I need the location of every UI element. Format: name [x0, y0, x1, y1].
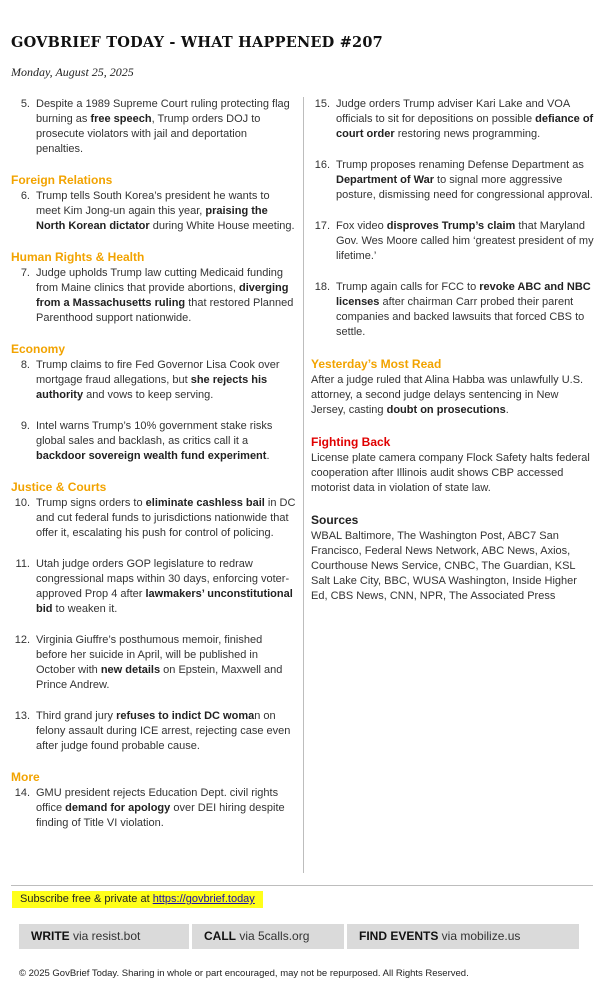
copyright-footer: © 2025 GovBrief Today. Sharing in whole or part encouraged, may not be repurposed. All Rights Reserved. — [19, 968, 469, 979]
item-emphasis: Department of War — [336, 174, 434, 186]
item-text: Fox video — [336, 220, 387, 232]
news-item-8 — [11, 358, 296, 403]
item-text: to weaken it. — [52, 603, 118, 615]
action-text: via 5calls.org — [236, 929, 310, 943]
call-action-button[interactable] — [192, 924, 344, 949]
item-number: 7. — [20, 267, 30, 279]
right-column — [311, 97, 595, 604]
subscribe-text: Subscribe free & private at — [20, 893, 153, 905]
item-number: 10. — [14, 497, 30, 509]
masthead — [11, 34, 601, 80]
action-text: via resist.bot — [69, 929, 141, 943]
item-text: Trump tells South Korea’s president he wants to meet Kim Jong-un again this year, — [36, 190, 270, 217]
item-text: Utah judge orders GOP legislature to redraw congressional maps within 30 days, enforcing voter-approved Prop 4 after — [36, 558, 290, 600]
item-number: 18. — [314, 281, 330, 293]
item-text: Trump claims to fire Fed Governor Lisa Cook over mortgage fraud allegations, but — [36, 359, 280, 386]
paragraph-text: After a judge ruled that Alina Habba was unlawfully U.S. attorney, a second judge delays sentencing in New Jersey, casting — [311, 374, 584, 416]
item-number: 15. — [314, 98, 330, 110]
issue-date: Monday, August 25, 2025 — [11, 65, 134, 79]
paragraph-text: . — [505, 404, 509, 416]
item-text: and vows to keep serving. — [83, 389, 214, 401]
item-text: n on felony assault during ICE arrest, rejecting case even after judge found probable cause. — [36, 710, 291, 752]
item-text: Third grand jury — [36, 710, 117, 722]
item-number: 8. — [20, 359, 30, 371]
item-text: during White House meeting. — [149, 220, 295, 232]
item-number: 12. — [14, 634, 30, 646]
news-item-7 — [11, 266, 296, 326]
news-item-16 — [311, 158, 595, 203]
find-events-action-button[interactable] — [347, 924, 579, 949]
item-emphasis: lawmakers’ unconstitutional bid — [36, 588, 293, 615]
item-number: 5. — [20, 98, 30, 110]
item-number: 16. — [314, 159, 330, 171]
news-item-5 — [11, 97, 296, 157]
item-emphasis: defiance of court order — [336, 113, 594, 140]
sources-list: WBAL Baltimore, The Washington Post, ABC7 San Francisco, Federal News Network, ABC News, Axios, Courthouse News Service, CNBC, The Guardian, KSL Salt Lake City, BBC, WUSA Washington, Inside Higher Ed, CBS News, CNN, NPR, The Associated Press — [311, 530, 577, 602]
item-number: 13. — [14, 710, 30, 722]
item-text: in DC and cut federal funds to jurisdictions nationwide that offer it, escalating his push for control of policing. — [36, 497, 296, 539]
paragraph-emphasis: doubt on prosecutions — [386, 404, 506, 416]
news-item-10 — [11, 496, 296, 541]
item-emphasis: revoke ABC and NBC licenses — [336, 281, 591, 308]
news-item-6 — [11, 189, 296, 234]
action-text: via mobilize.us — [438, 929, 521, 943]
item-text: that Maryland Gov. Wes Moore called him ‘greatest president of my lifetime.’ — [336, 220, 594, 262]
subscribe-link[interactable]: https://govbrief.today — [152, 893, 255, 905]
section-heading-economy: Economy — [11, 342, 66, 356]
item-number: 6. — [20, 190, 30, 202]
item-text: Judge orders Trump adviser Kari Lake and VOA officials to sit for depositions on possible — [336, 98, 570, 125]
news-item-13 — [11, 709, 296, 754]
news-item-17 — [311, 219, 595, 264]
subscribe-banner — [12, 891, 263, 908]
item-emphasis: refuses to indict DC woma — [116, 710, 255, 722]
item-number: 17. — [314, 220, 330, 232]
item-emphasis: praising the North Korean dictator — [36, 205, 268, 232]
item-text: Judge upholds Trump law cutting Medicaid funding from Maine clinics that provide abortions, — [36, 267, 284, 294]
item-text: Despite a 1989 Supreme Court ruling protecting flag burning as — [36, 98, 290, 125]
item-text: Virginia Giuffre’s posthumous memoir, finished before her suicide in April, will be published in October with — [36, 634, 263, 676]
news-item-9 — [11, 419, 296, 464]
most-read-paragraph — [311, 373, 595, 418]
news-item-14 — [11, 786, 296, 831]
item-number: 9. — [20, 420, 30, 432]
section-heading-sources: Sources — [311, 513, 359, 527]
action-key: FIND EVENTS — [359, 929, 439, 943]
item-emphasis: diverging from a Massachusetts ruling — [36, 282, 289, 309]
item-text: Trump proposes renaming Defense Department as — [336, 159, 584, 171]
item-number: 14. — [14, 787, 30, 799]
news-item-11 — [11, 557, 296, 617]
item-emphasis: she rejects his authority — [36, 374, 268, 401]
item-text: Trump signs orders to — [36, 497, 146, 509]
item-text: to signal more aggressive posture, dismissing need for congressional approval. — [336, 174, 593, 201]
item-text: Intel warns Trump’s 10% government stake risks global sales and backlash, as critics call it a — [36, 420, 273, 447]
item-text: restoring news programming. — [394, 128, 541, 140]
item-emphasis: new details — [100, 664, 161, 676]
section-heading-fighting-back: Fighting Back — [311, 435, 391, 449]
item-number: 11. — [15, 558, 30, 570]
write-action-button[interactable] — [19, 924, 189, 949]
item-emphasis: backdoor sovereign wealth fund experiment — [36, 450, 267, 462]
section-heading-more: More — [11, 770, 40, 784]
fighting-back-paragraph: License plate camera company Flock Safety halts federal cooperation after Illinois audit shows CBP accessed motorist data in violation of state law. — [311, 452, 590, 494]
column-divider — [303, 97, 304, 873]
footer-rule — [11, 885, 593, 886]
item-text: , Trump orders DOJ to prosecute violators with jail and deportation penalties. — [36, 113, 261, 155]
action-bar — [19, 924, 579, 949]
item-emphasis: demand for apology — [65, 802, 171, 814]
item-text: . — [266, 450, 270, 462]
item-text: GMU president rejects Education Dept. civil rights office — [36, 787, 279, 814]
section-heading-foreign-relations: Foreign Relations — [11, 173, 113, 187]
item-emphasis: eliminate cashless bail — [145, 497, 265, 509]
item-text: that restored Planned Parenthood support nationwide. — [36, 297, 294, 324]
item-text: on Epstein, Maxwell and Prince Andrew. — [36, 664, 283, 691]
section-heading-human-rights-health: Human Rights & Health — [11, 250, 145, 264]
item-text: after chairman Carr probed their parent companies and backed lawsuits that forced CBS to settle. — [336, 296, 585, 338]
news-item-12 — [11, 633, 296, 693]
section-heading-most-read: Yesterday’s Most Read — [311, 357, 442, 371]
item-emphasis: disproves Trump’s claim — [386, 220, 516, 232]
item-text: over DEI hiring despite finding of Title VI violation. — [36, 802, 285, 829]
action-key: WRITE — [31, 929, 70, 943]
section-heading-justice-courts: Justice & Courts — [11, 480, 107, 494]
action-key: CALL — [204, 929, 236, 943]
item-text: Trump again calls for FCC to — [336, 281, 480, 293]
left-column — [11, 97, 296, 831]
news-item-18 — [311, 280, 595, 340]
news-item-15 — [311, 97, 595, 142]
item-emphasis: free speech — [90, 113, 152, 125]
newsletter-title: GOVBRIEF TODAY - WHAT HAPPENED #207 — [11, 34, 383, 51]
